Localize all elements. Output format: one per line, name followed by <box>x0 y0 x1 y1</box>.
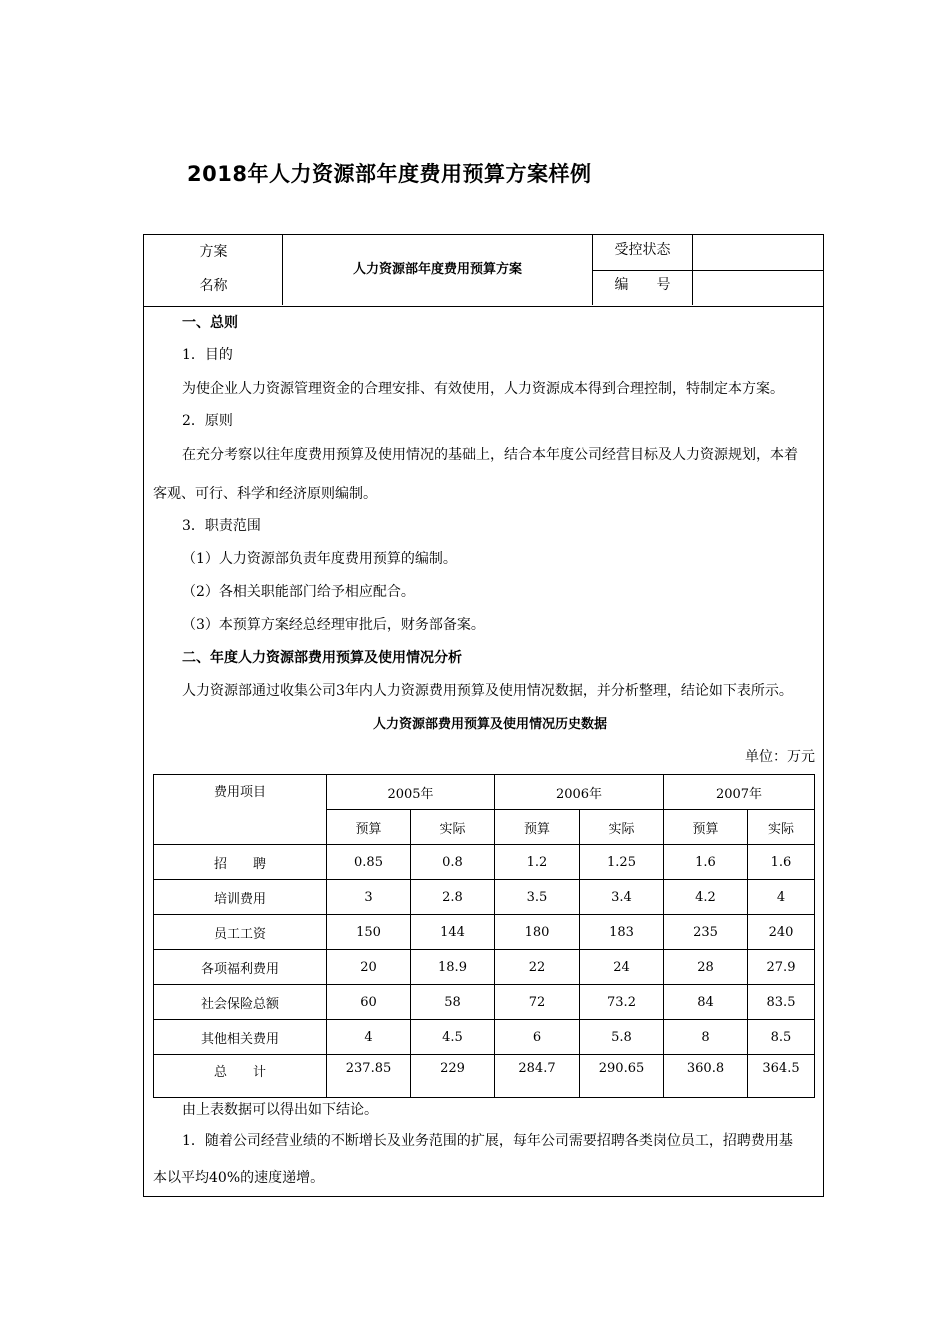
cell-value: 150 <box>327 915 411 950</box>
row-item: 员工工资 <box>154 915 327 950</box>
table-row <box>154 915 815 950</box>
table-row <box>154 985 815 1020</box>
cell-value: 183 <box>580 915 664 950</box>
document-title: 2018年人力资源部年度费用预算方案样例 <box>187 162 592 186</box>
cell-value: 58 <box>411 985 495 1020</box>
row-item: 培训费用 <box>154 880 327 915</box>
plan-label-line2: 名称 <box>199 278 228 294</box>
cell-value: 4.2 <box>664 880 748 915</box>
cell-value: 5.8 <box>580 1020 664 1055</box>
row-item: 总 计 <box>154 1055 327 1098</box>
control-status-value[interactable] <box>693 235 823 270</box>
cell-value: 1.2 <box>495 845 580 880</box>
cell-value: 4 <box>327 1020 411 1055</box>
cell-value: 83.5 <box>748 985 815 1020</box>
year-header: 2005年 <box>327 775 495 810</box>
actual-header: 实际 <box>411 810 495 845</box>
cell-value: 6 <box>495 1020 580 1055</box>
unit-label: 单位：万元 <box>745 749 815 765</box>
budget-history-table <box>153 774 815 1098</box>
cell-value: 72 <box>495 985 580 1020</box>
scope-item: （3）本预算方案经总经理审批后，财务部备案。 <box>182 617 485 633</box>
budget-header: 预算 <box>327 810 411 845</box>
section2-intro: 人力资源部通过收集公司3年内人力资源费用预算及使用情况数据，并分析整理，结论如下表所示。 <box>182 683 793 699</box>
principle-text-line2: 客观、可行、科学和经济原则编制。 <box>153 486 377 502</box>
table-total-row <box>154 1055 815 1098</box>
table-row <box>154 1020 815 1055</box>
cell-value: 180 <box>495 915 580 950</box>
conclusion-lead: 由上表数据可以得出如下结论。 <box>182 1102 378 1118</box>
cell-value: 360.8 <box>664 1055 748 1098</box>
cell-value: 144 <box>411 915 495 950</box>
budget-header: 预算 <box>664 810 748 845</box>
scope-item: （2）各相关职能部门给予相应配合。 <box>182 584 415 600</box>
table-row <box>154 950 815 985</box>
actual-header: 实际 <box>748 810 815 845</box>
cell-value: 284.7 <box>495 1055 580 1098</box>
cell-value: 60 <box>327 985 411 1020</box>
cell-value: 290.65 <box>580 1055 664 1098</box>
control-status-label: 受控状态 <box>593 235 693 270</box>
cell-value: 1.25 <box>580 845 664 880</box>
cell-value: 0.85 <box>327 845 411 880</box>
scope-title: 3．职责范围 <box>182 518 261 534</box>
section1-heading: 一、总则 <box>182 315 238 331</box>
cell-value: 20 <box>327 950 411 985</box>
cell-value: 28 <box>664 950 748 985</box>
cell-value: 4 <box>748 880 815 915</box>
plan-label-line1: 方案 <box>199 244 228 260</box>
row-item: 各项福利费用 <box>154 950 327 985</box>
cell-value: 4.5 <box>411 1020 495 1055</box>
cell-value: 237.85 <box>327 1055 411 1098</box>
principle-title: 2．原则 <box>182 413 233 429</box>
cell-value: 3.4 <box>580 880 664 915</box>
purpose-title: 1．目的 <box>182 347 233 363</box>
number-label: 编 号 <box>593 270 693 305</box>
purpose-text: 为使企业人力资源管理资金的合理安排、有效使用，人力资源成本得到合理控制，特制定本方案。 <box>182 381 784 397</box>
plan-header <box>144 235 823 307</box>
row-item: 其他相关费用 <box>154 1020 327 1055</box>
cell-value: 1.6 <box>664 845 748 880</box>
plan-label-cell <box>144 235 283 305</box>
principle-text-line1: 在充分考察以往年度费用预算及使用情况的基础上，结合本年度公司经营目标及人力资源规划，本着 <box>182 447 798 463</box>
cell-value: 8.5 <box>748 1020 815 1055</box>
budget-header: 预算 <box>495 810 580 845</box>
number-value[interactable] <box>693 270 823 305</box>
cell-value: 0.8 <box>411 845 495 880</box>
table-header-row <box>154 775 815 810</box>
cell-value: 1.6 <box>748 845 815 880</box>
cell-value: 3 <box>327 880 411 915</box>
cell-value: 24 <box>580 950 664 985</box>
conclusion-point1-line1: 1．随着公司经营业绩的不断增长及业务范围的扩展，每年公司需要招聘各类岗位员工，招聘费用基 <box>182 1133 793 1149</box>
cell-value: 27.9 <box>748 950 815 985</box>
section2-heading: 二、年度人力资源部费用预算及使用情况分析 <box>182 650 462 666</box>
plan-name: 人力资源部年度费用预算方案 <box>283 235 593 305</box>
row-item: 社会保险总额 <box>154 985 327 1020</box>
cell-value: 18.9 <box>411 950 495 985</box>
row-item: 招 聘 <box>154 845 327 880</box>
cell-value: 2.8 <box>411 880 495 915</box>
cell-value: 364.5 <box>748 1055 815 1098</box>
conclusion-point1-line2: 本以平均40%的速度递增。 <box>153 1170 325 1186</box>
table-row <box>154 880 815 915</box>
cell-value: 229 <box>411 1055 495 1098</box>
actual-header: 实际 <box>580 810 664 845</box>
cell-value: 22 <box>495 950 580 985</box>
year-header: 2006年 <box>495 775 664 810</box>
cell-value: 84 <box>664 985 748 1020</box>
cell-value: 240 <box>748 915 815 950</box>
scope-item: （1）人力资源部负责年度费用预算的编制。 <box>182 551 457 567</box>
cell-value: 3.5 <box>495 880 580 915</box>
cell-value: 235 <box>664 915 748 950</box>
year-header: 2007年 <box>664 775 815 810</box>
cell-value: 8 <box>664 1020 748 1055</box>
table-row <box>154 845 815 880</box>
item-header: 费用项目 <box>154 775 327 845</box>
table-title: 人力资源部费用预算及使用情况历史数据 <box>372 717 607 732</box>
cell-value: 73.2 <box>580 985 664 1020</box>
